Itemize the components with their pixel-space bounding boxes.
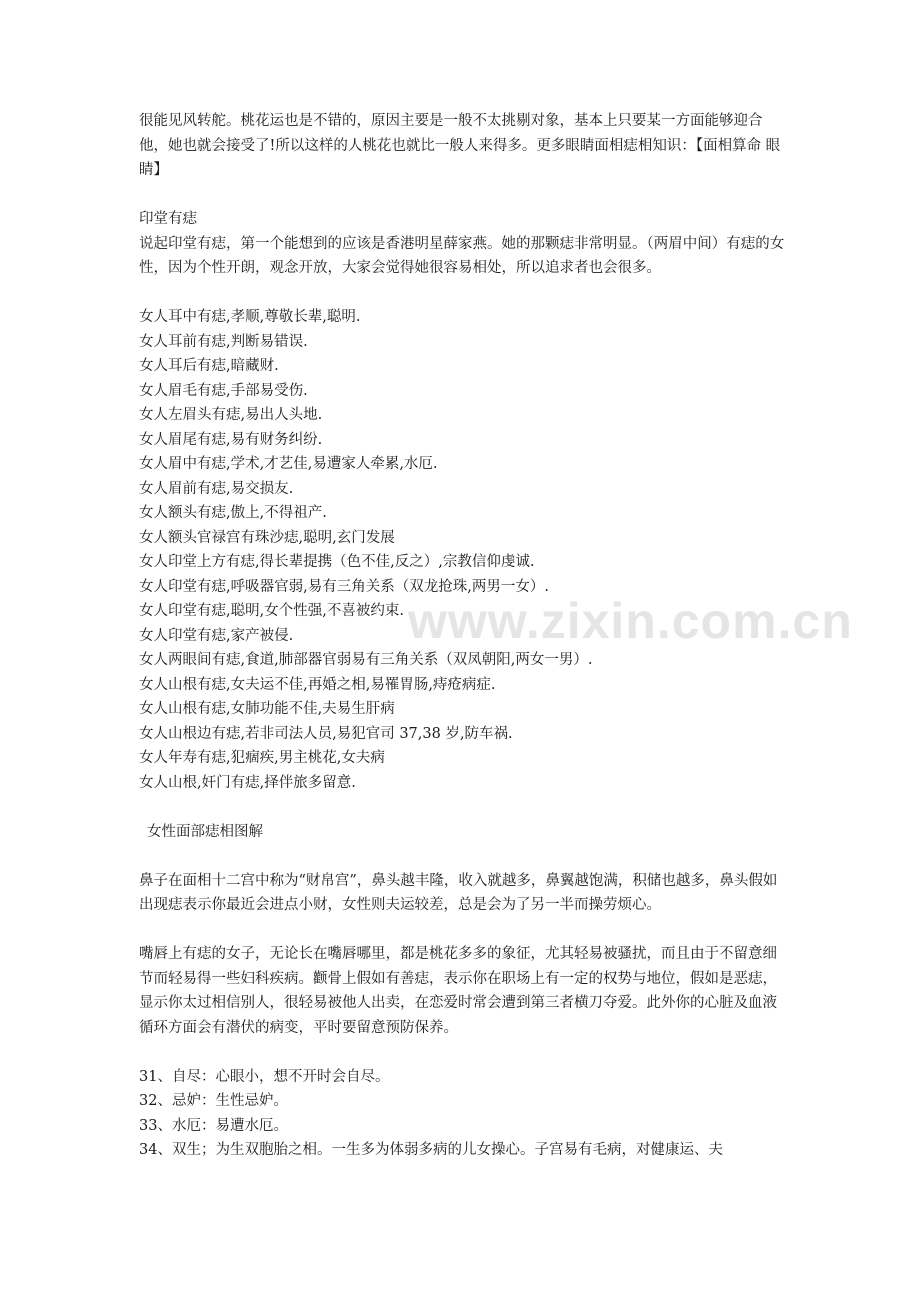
list-item: 女人眉尾有痣,易有财务纠纷. bbox=[139, 431, 323, 448]
list-item: 女人额头官禄宫有珠沙痣,聪明,玄门发展 bbox=[139, 529, 395, 546]
list-item: 女人山根,奸门有痣,择伴旅多留意. bbox=[139, 774, 356, 791]
list-item: 女人眉前有痣,易交损友. bbox=[139, 480, 294, 497]
mole-list bbox=[139, 305, 787, 795]
list-item: 女人山根有痣,女夫运不佳,再婚之相,易罹胃肠,痔疮病症. bbox=[139, 676, 496, 693]
list-item: 女人左眉头有痣,易出人头地. bbox=[139, 407, 323, 423]
list-item: 女人印堂有痣,呼吸器官弱,易有三角关系（双龙抢珠,两男一女）. bbox=[139, 578, 549, 595]
list-item: 女人年寿有痣,犯痼疾,男主桃花,女夫病 bbox=[139, 750, 385, 766]
section-heading-yintang: 印堂有痣 bbox=[139, 211, 197, 227]
list-item: 女人眉毛有痣,手部易受伤. bbox=[139, 382, 308, 399]
nose-paragraph: 鼻子在面相十二宫中称为“财帛宫”，鼻头越丰隆，收入就越多，鼻翼越饱满，积储也越多，鼻头假如出现痣表示你最近会进点小财，女性则夫运较差，总是会为了另一半而操劳烦心。 bbox=[139, 872, 778, 913]
list-item: 女人耳前有痣,判断易错误. bbox=[139, 333, 308, 350]
list-item: 女人印堂有痣,聪明,女个性强,不喜被约束. bbox=[139, 603, 404, 619]
numbered-item: 31、自尽：心眼小，想不开时会自尽。 bbox=[139, 1068, 390, 1085]
list-item: 女人印堂有痣,家产被侵. bbox=[139, 627, 294, 644]
numbered-item: 34、双生；为生双胞胎之相。一生多为体弱多病的儿女操心。子宫易有毛病，对健康运、夫 bbox=[139, 1142, 723, 1158]
intro-paragraph: 很能见风转舵。桃花运也是不错的，原因主要是一般不太挑剔对象，基本上只要某一方面能够迎合他，她也就会接受了!所以这样的人桃花也就比一般人来得多。更多眼睛面相痣相知识：【面相算命 眼睛】 bbox=[139, 113, 781, 178]
numbered-item: 32、忌妒：生性忌妒。 bbox=[139, 1093, 288, 1109]
list-item: 女人耳后有痣,暗藏财. bbox=[139, 358, 279, 374]
lips-paragraph: 嘴唇上有痣的女子，无论长在嘴唇哪里，都是桃花多多的象征，尤其轻易被骚扰，而且由于不留意细节而轻易得一些妇科疾病。颧骨上假如有善痣，表示你在职场上有一定的权势与地位，假如是恶痣，显示你太过相信别人，很轻易被他人出卖，在恋爱时常会遭到第三者横刀夺爱。此外你的心脏及血液循环方面会有潜伏的病变，平时要留意预防保养。 bbox=[139, 946, 777, 1036]
list-item: 女人额头有痣,傲上,不得祖产. bbox=[139, 505, 327, 521]
figure-caption: 女性面部痣相图解 bbox=[147, 823, 263, 840]
list-item: 女人耳中有痣,孝顺,尊敬长辈,聪明. bbox=[139, 309, 361, 325]
numbered-list bbox=[139, 1065, 787, 1163]
list-item: 女人两眼间有痣,食道,肺部器官弱易有三角关系（双凤朝阳,两女一男）. bbox=[139, 652, 593, 668]
numbered-item: 33、水厄：易遭水厄。 bbox=[139, 1117, 288, 1134]
list-item: 女人山根有痣,女肺功能不佳,夫易生肝病 bbox=[139, 701, 395, 717]
watermark: www.zixin.com.cn bbox=[408, 593, 853, 649]
list-item: 女人山根边有痣,若非司法人员,易犯官司 37,38 岁,防车祸. bbox=[139, 725, 513, 742]
list-item: 女人眉中有痣,学术,才艺佳,易遭家人牵累,水厄. bbox=[139, 456, 438, 472]
section-body-yintang: 说起印堂有痣，第一个能想到的应该是香港明星薛家燕。她的那颗痣非常明显。（两眉中间）有痣的女性，因为个性开朗，观念开放，大家会觉得她很容易相处，所以追求者也会很多。 bbox=[139, 235, 785, 276]
list-item: 女人印堂上方有痣,得长辈提携（色不佳,反之）,宗教信仰虔诚. bbox=[139, 554, 535, 570]
document-page bbox=[139, 109, 787, 1163]
